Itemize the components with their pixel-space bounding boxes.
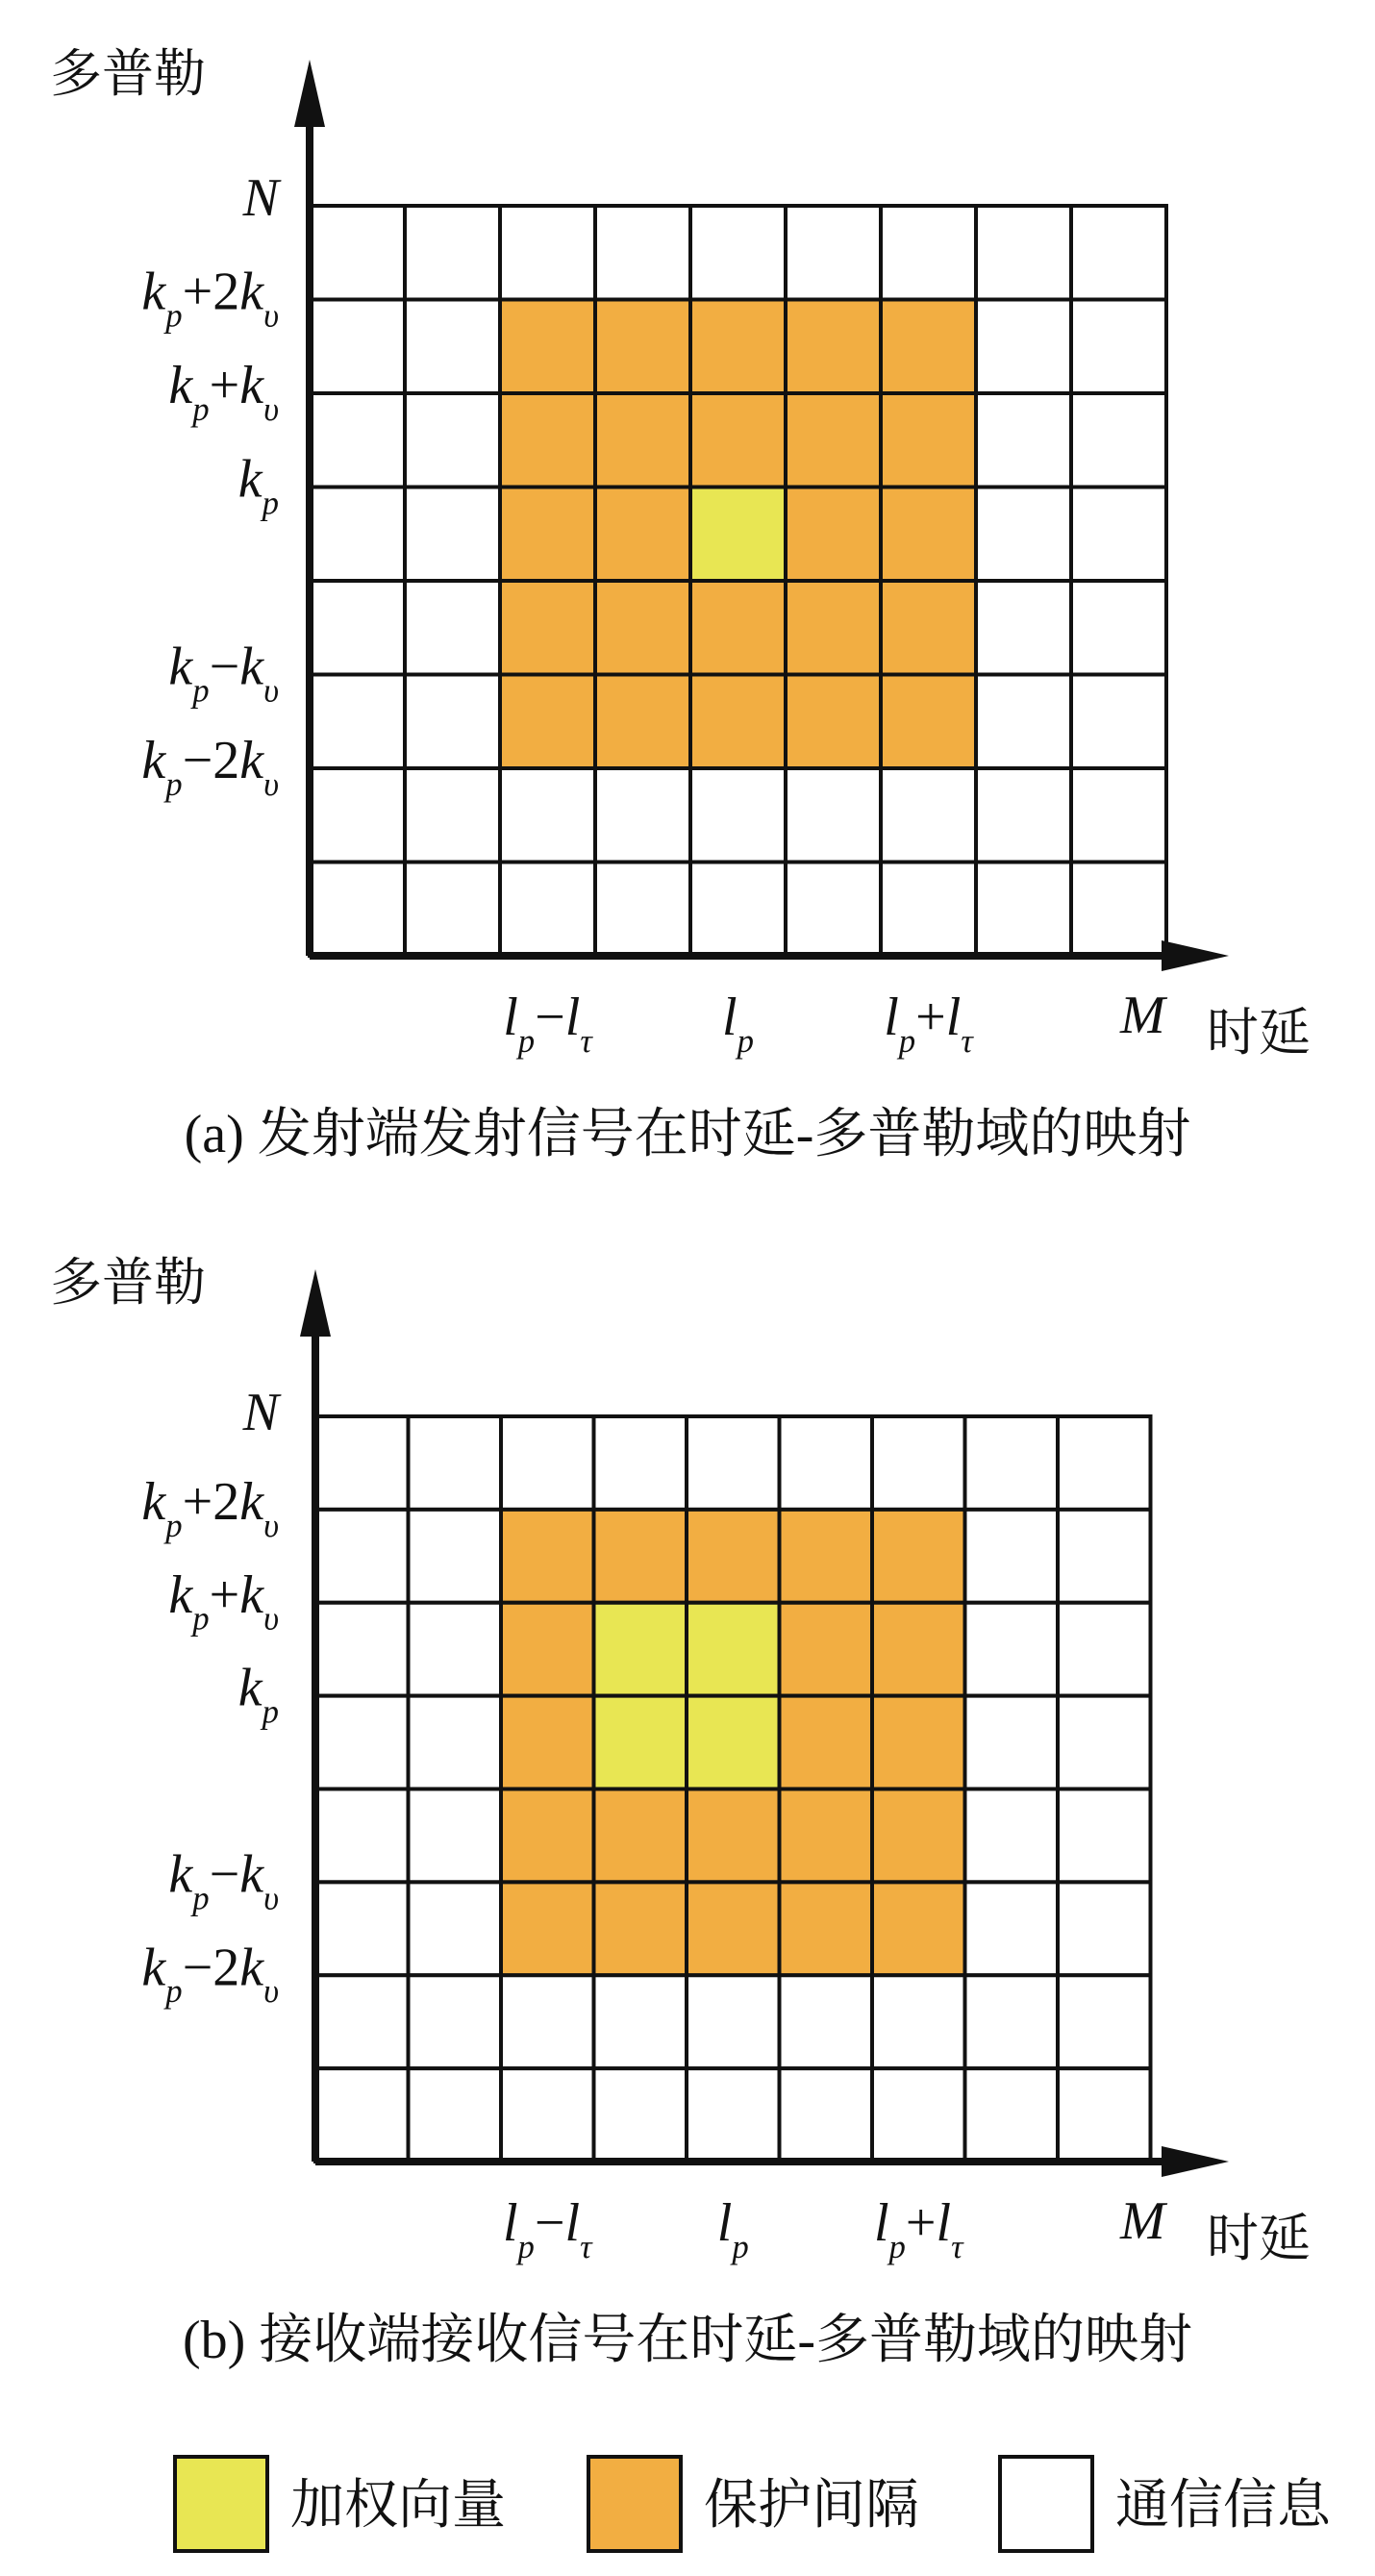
guard-cell: [780, 1789, 873, 1883]
y-end-label: N: [242, 1383, 279, 1442]
x-end-label: M: [1120, 986, 1165, 1045]
info-cell: [315, 1510, 409, 1603]
weight-cell: [690, 488, 786, 582]
info-cell: [315, 1975, 409, 2068]
info-cell: [500, 206, 595, 300]
guard-cell: [687, 1882, 780, 1975]
y-axis-arrow: [294, 60, 325, 127]
info-cell: [409, 1603, 502, 1696]
info-cell: [1071, 675, 1166, 769]
guard-cell: [780, 1510, 873, 1603]
y-tick-label: $k_p-2k_\upsilon$: [141, 1938, 279, 2011]
info-cell: [595, 768, 690, 863]
info-cell: [1058, 1696, 1151, 1789]
panel-b: [50, 1252, 1311, 2370]
guard-cell: [594, 1510, 688, 1603]
info-cell: [501, 2068, 594, 2162]
guard-cell: [881, 393, 976, 488]
info-cell: [500, 863, 595, 957]
guard-cell: [780, 1882, 873, 1975]
info-cell: [315, 1882, 409, 1975]
y-tick-label: $k_p-k_\upsilon$: [168, 637, 279, 710]
guard-cell: [881, 488, 976, 582]
guard-cell: [786, 675, 881, 769]
guard-cell: [872, 1603, 965, 1696]
guard-cell: [500, 488, 595, 582]
guard-cell: [500, 393, 595, 488]
y-tick-label: $k_p-2k_\upsilon$: [141, 731, 279, 803]
info-cell: [690, 863, 786, 957]
info-cell: [881, 768, 976, 863]
legend-label-weight: 加权向量: [290, 2474, 506, 2537]
weight-cell: [594, 1603, 688, 1696]
info-cell: [1071, 863, 1166, 957]
info-cell: [310, 768, 405, 863]
info-cell: [1058, 1975, 1151, 2068]
info-cell: [405, 863, 500, 957]
guard-cell: [501, 1603, 594, 1696]
guard-cell: [786, 488, 881, 582]
info-cell: [687, 1975, 780, 2068]
weight-cell: [594, 1696, 688, 1789]
info-cell: [965, 2068, 1059, 2162]
info-cell: [595, 206, 690, 300]
guard-cell: [500, 581, 595, 675]
guard-cell: [872, 1510, 965, 1603]
info-cell: [976, 393, 1071, 488]
guard-cell: [500, 300, 595, 394]
info-cell: [687, 1416, 780, 1510]
info-cell: [595, 863, 690, 957]
info-cell: [409, 2068, 502, 2162]
guard-cell: [786, 393, 881, 488]
info-cell: [1071, 393, 1166, 488]
info-cell: [780, 1975, 873, 2068]
info-cell: [965, 1882, 1059, 1975]
info-cell: [310, 488, 405, 582]
guard-cell: [594, 1789, 688, 1883]
info-cell: [594, 1416, 688, 1510]
legend-swatch-weight: [175, 2457, 267, 2551]
y-tick-label: $k_p+2k_\upsilon$: [141, 1471, 279, 1544]
info-cell: [405, 300, 500, 394]
info-cell: [1058, 1882, 1151, 1975]
info-cell: [881, 863, 976, 957]
info-cell: [315, 2068, 409, 2162]
info-cell: [780, 2068, 873, 2162]
info-cell: [310, 300, 405, 394]
info-cell: [1071, 300, 1166, 394]
y-axis-title: 多普勒: [50, 43, 206, 104]
legend-swatch-info: [1000, 2457, 1092, 2551]
info-cell: [976, 863, 1071, 957]
info-cell: [409, 1696, 502, 1789]
info-cell: [405, 768, 500, 863]
info-cell: [976, 581, 1071, 675]
guard-cell: [501, 1510, 594, 1603]
y-tick-label: N: [242, 168, 279, 228]
info-cell: [976, 488, 1071, 582]
y-tick-label: $k_p+2k_\upsilon$: [141, 262, 279, 335]
guard-cell: [501, 1882, 594, 1975]
info-cell: [872, 1416, 965, 1510]
guard-cell: [690, 393, 786, 488]
y-tick-label: $k_p+k_\upsilon$: [168, 356, 279, 428]
weight-cell: [687, 1603, 780, 1696]
guard-cell: [595, 675, 690, 769]
info-cell: [976, 675, 1071, 769]
info-cell: [409, 1789, 502, 1883]
guard-cell: [500, 675, 595, 769]
guard-cell: [872, 1789, 965, 1883]
info-cell: [786, 768, 881, 863]
info-cell: [976, 768, 1071, 863]
info-cell: [690, 206, 786, 300]
guard-cell: [595, 393, 690, 488]
guard-cell: [881, 581, 976, 675]
info-cell: [786, 206, 881, 300]
guard-cell: [687, 1510, 780, 1603]
panel-caption: (b) 接收端接收信号在时延-多普勒域的映射: [183, 2311, 1192, 2370]
guard-cell: [881, 675, 976, 769]
y-tick-label: $k_p+k_\upsilon$: [168, 1564, 279, 1638]
guard-cell: [501, 1789, 594, 1883]
panel-caption: (a) 发射端发射信号在时延-多普勒域的映射: [184, 1105, 1191, 1164]
info-cell: [501, 1416, 594, 1510]
info-cell: [310, 675, 405, 769]
y-tick-label: $k_p$: [238, 449, 279, 522]
info-cell: [310, 863, 405, 957]
info-cell: [409, 1882, 502, 1975]
x-tick-label: $l_p+l_\tau$: [884, 988, 973, 1060]
info-cell: [405, 581, 500, 675]
info-cell: [1058, 1510, 1151, 1603]
info-cell: [501, 1975, 594, 2068]
info-cell: [976, 206, 1071, 300]
guard-cell: [595, 488, 690, 582]
y-tick-label: $k_p$: [238, 1658, 279, 1731]
info-cell: [872, 2068, 965, 2162]
x-tick-label: $l_p-l_\tau$: [502, 2193, 592, 2265]
info-cell: [872, 1975, 965, 2068]
info-cell: [405, 206, 500, 300]
legend-swatch-guard: [588, 2457, 681, 2551]
x-tick-label: $l_p$: [722, 988, 754, 1060]
info-cell: [310, 393, 405, 488]
info-cell: [315, 1696, 409, 1789]
guard-cell: [690, 675, 786, 769]
info-cell: [594, 1975, 688, 2068]
info-cell: [1071, 488, 1166, 582]
info-cell: [965, 1603, 1059, 1696]
info-cell: [409, 1975, 502, 2068]
x-end-label: M: [1120, 2191, 1165, 2251]
guard-cell: [595, 300, 690, 394]
x-tick-label: $l_p$: [716, 2193, 749, 2265]
guard-cell: [786, 581, 881, 675]
info-cell: [1058, 1416, 1151, 1510]
guard-cell: [780, 1603, 873, 1696]
info-cell: [315, 1789, 409, 1883]
guard-cell: [881, 300, 976, 394]
legend-label-guard: 保护间隔: [704, 2474, 919, 2537]
y-tick-label: $k_p-k_\upsilon$: [168, 1844, 279, 1917]
info-cell: [965, 1510, 1059, 1603]
info-cell: [1058, 1789, 1151, 1883]
info-cell: [405, 488, 500, 582]
info-cell: [965, 1789, 1059, 1883]
x-axis-title: 时延: [1207, 2208, 1311, 2268]
info-cell: [310, 206, 405, 300]
info-cell: [500, 768, 595, 863]
info-cell: [315, 1603, 409, 1696]
info-cell: [687, 2068, 780, 2162]
info-cell: [1071, 768, 1166, 863]
info-cell: [965, 1696, 1059, 1789]
info-cell: [1071, 581, 1166, 675]
info-cell: [409, 1416, 502, 1510]
weight-cell: [687, 1696, 780, 1789]
info-cell: [1058, 1603, 1151, 1696]
guard-cell: [687, 1789, 780, 1883]
y-axis-title: 多普勒: [50, 1252, 206, 1313]
guard-cell: [690, 300, 786, 394]
info-cell: [409, 1510, 502, 1603]
guard-cell: [786, 300, 881, 394]
x-axis-arrow: [1162, 940, 1229, 971]
legend-label-info: 通信信息: [1115, 2474, 1331, 2537]
x-tick-label: $l_p+l_\tau$: [873, 2193, 963, 2265]
x-axis-arrow: [1162, 2146, 1229, 2177]
legend: [175, 2457, 1332, 2551]
guard-cell: [780, 1696, 873, 1789]
x-axis-title: 时延: [1207, 1002, 1311, 1063]
info-cell: [786, 863, 881, 957]
info-cell: [780, 1416, 873, 1510]
info-cell: [594, 2068, 688, 2162]
info-cell: [965, 1416, 1059, 1510]
guard-cell: [872, 1696, 965, 1789]
info-cell: [690, 768, 786, 863]
info-cell: [881, 206, 976, 300]
guard-cell: [501, 1696, 594, 1789]
info-cell: [405, 393, 500, 488]
info-cell: [965, 1975, 1059, 2068]
info-cell: [310, 581, 405, 675]
guard-cell: [872, 1882, 965, 1975]
y-axis-arrow: [300, 1269, 331, 1337]
info-cell: [976, 300, 1071, 394]
info-cell: [1071, 206, 1166, 300]
info-cell: [1058, 2068, 1151, 2162]
x-tick-label: $l_p-l_\tau$: [503, 988, 592, 1060]
info-cell: [315, 1416, 409, 1510]
guard-cell: [690, 581, 786, 675]
info-cell: [405, 675, 500, 769]
guard-cell: [594, 1882, 688, 1975]
panel-a: [50, 43, 1311, 1164]
guard-cell: [595, 581, 690, 675]
